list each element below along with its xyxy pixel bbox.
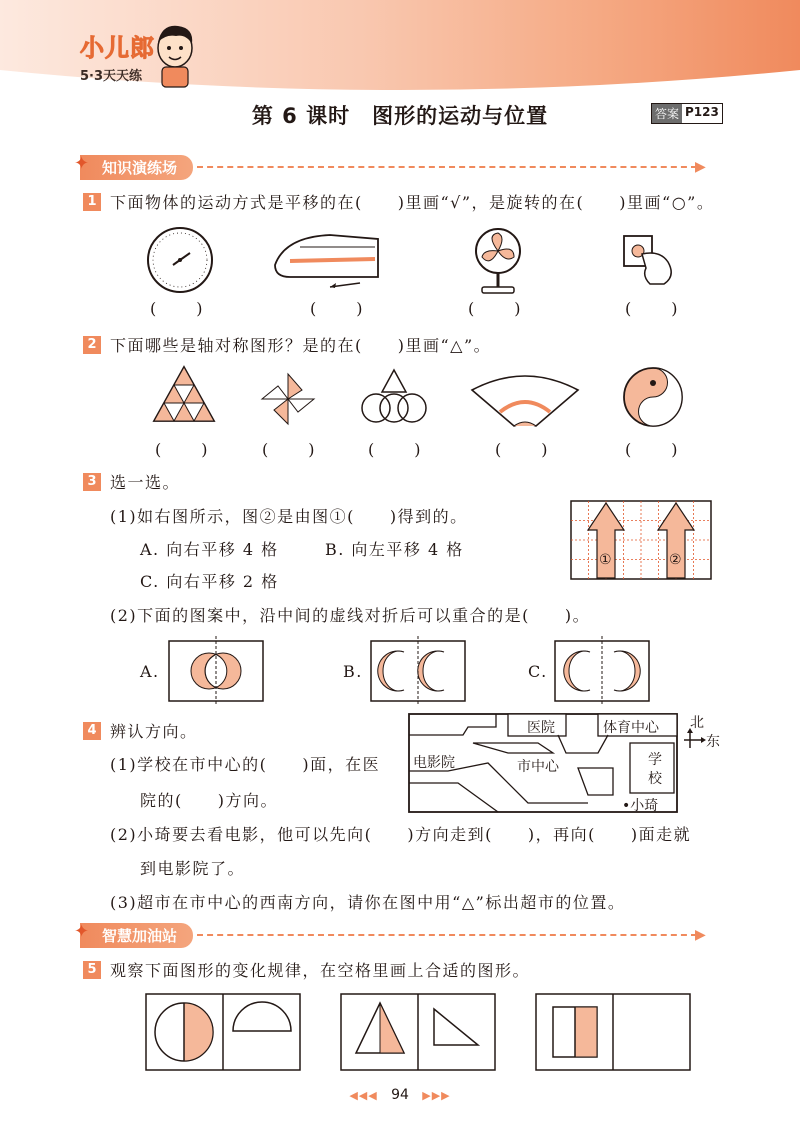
train-icon	[270, 225, 380, 295]
page-title: 第 6 课时 图形的运动与位置	[251, 104, 549, 128]
q4-part2b: 到电影院了。	[140, 859, 246, 878]
answer-page: P123	[685, 105, 719, 119]
footer-next-icon[interactable]: ▶▶▶	[422, 1089, 451, 1102]
q2-blank-5[interactable]: ( )	[625, 440, 690, 459]
q1-blank-2[interactable]: ( )	[310, 299, 375, 318]
q1-number: 1	[83, 193, 101, 211]
q3-part1: (1)如右图所示，图②是由图①( )得到的。	[110, 507, 468, 526]
q3-text: 选一选。	[110, 473, 181, 492]
switch-icon	[620, 232, 686, 288]
page-number: 94	[391, 1087, 409, 1103]
section-practice-label: 知识演练场	[102, 158, 178, 177]
q4-part2a: (2)小琦要去看电影，他可以先向( )方向走到( )，再向( )面走就	[110, 825, 692, 844]
brand-logo	[80, 28, 155, 84]
grid-label-1: ①	[599, 552, 612, 568]
q2-number: 2	[83, 336, 101, 354]
map-east: 东	[706, 734, 720, 750]
map-sports-center: 体育中心	[603, 720, 659, 736]
choice-b-figure[interactable]	[370, 640, 466, 702]
choice-c-figure[interactable]	[554, 640, 650, 702]
brand-name: 小儿郎	[80, 34, 155, 62]
grid-label-2: ②	[669, 552, 682, 568]
q4-number: 4	[83, 722, 101, 740]
q1-blank-1[interactable]: ( )	[150, 299, 215, 318]
q2-blank-3[interactable]: ( )	[368, 440, 433, 459]
fan-icon	[470, 225, 526, 297]
mascot-icon	[150, 20, 200, 90]
q2-blank-2[interactable]: ( )	[262, 440, 327, 459]
q5-text: 观察下面图形的变化规律，在空格里画上合适的图形。	[110, 961, 531, 980]
q3-choice-b-label[interactable]: B.	[343, 662, 363, 681]
q4-text: 辨认方向。	[110, 722, 198, 741]
map-school-1: 学	[648, 752, 662, 768]
map-city-center: 市中心	[517, 759, 559, 775]
q2-text: 下面哪些是轴对称图形？是的在( )里画“△”。	[110, 336, 492, 355]
pattern-triangle-pair	[340, 993, 496, 1071]
triangle-pattern-icon	[152, 365, 216, 423]
pattern-rectangle-pair[interactable]	[535, 993, 691, 1071]
q1-blank-4[interactable]: ( )	[625, 299, 690, 318]
pinwheel-icon	[258, 370, 318, 428]
map-cinema: 电影院	[413, 755, 455, 771]
translation-grid	[570, 500, 712, 580]
pattern-circle-pair	[145, 993, 301, 1071]
q2-blank-1[interactable]: ( )	[155, 440, 220, 459]
q3-option-a[interactable]: A. 向右平移 4 格	[140, 540, 279, 559]
q1-text: 下面物体的运动方式是平移的在( )里画“√”，是旋转的在( )里画“○”。	[110, 193, 715, 212]
q3-choice-c-label[interactable]: C.	[528, 662, 548, 681]
map-xiaoqi: •小琦	[622, 798, 659, 814]
q4-part3: (3)超市在市中心的西南方向，请你在图中用“△”标出超市的位置。	[110, 893, 626, 912]
taiji-icon	[622, 366, 684, 428]
answer-label: 答案	[652, 104, 682, 123]
q4-part1a: (1)学校在市中心的( )面，在医	[110, 755, 381, 774]
rings-icon	[358, 368, 430, 426]
q1-blank-3[interactable]: ( )	[468, 299, 533, 318]
section-wisdom-label: 智慧加油站	[102, 926, 178, 945]
footer-prev-icon[interactable]: ◀◀◀	[349, 1089, 378, 1102]
folding-fan-icon	[470, 372, 580, 428]
section-wisdom: ✦ 智慧加油站 ▶	[80, 923, 706, 947]
q3-number: 3	[83, 473, 101, 491]
map-school-2: 校	[648, 771, 662, 787]
clock-icon	[145, 225, 215, 295]
answer-tag[interactable]	[651, 103, 723, 124]
choice-a-figure[interactable]	[168, 640, 264, 702]
q3-option-b[interactable]: B. 向左平移 4 格	[325, 540, 464, 559]
section-practice: ✦ 知识演练场 ▶	[80, 155, 706, 179]
q5-number: 5	[83, 961, 101, 979]
brand-sub: 5·3天天练	[80, 69, 143, 84]
page-footer	[0, 1087, 800, 1103]
q4-part1b: 院的( )方向。	[140, 791, 278, 810]
map-hospital: 医院	[527, 720, 555, 736]
map-north: 北	[690, 715, 704, 731]
q3-choice-a-label[interactable]: A.	[140, 662, 160, 681]
q3-part2: (2)下面的图案中，沿中间的虚线对折后可以重合的是( )。	[110, 606, 591, 625]
q3-option-c[interactable]: C. 向右平移 2 格	[140, 572, 279, 591]
q2-blank-4[interactable]: ( )	[495, 440, 560, 459]
